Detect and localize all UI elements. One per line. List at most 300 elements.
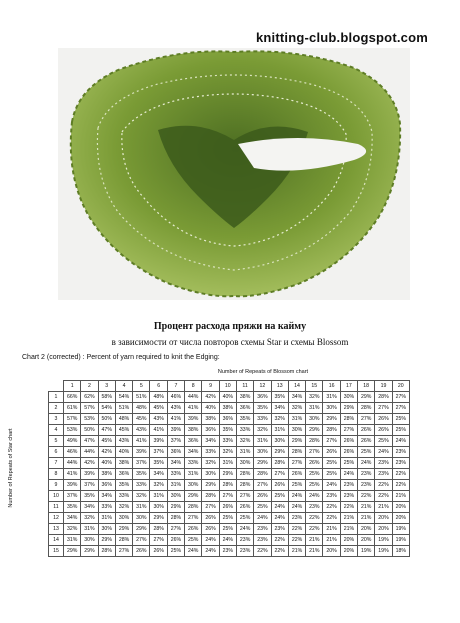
shawl-photo	[58, 48, 410, 300]
table-cell: 25%	[358, 447, 375, 458]
table-cell: 21%	[306, 546, 323, 557]
table-cell: 28%	[271, 458, 288, 469]
table-cell: 25%	[323, 469, 340, 480]
table-cell: 26%	[340, 447, 357, 458]
table-cell: 44%	[81, 447, 98, 458]
table-cell: 20%	[340, 535, 357, 546]
table-cell: 26%	[358, 436, 375, 447]
table-cell: 29%	[115, 524, 132, 535]
table-row	[49, 425, 410, 436]
table-cell: 27%	[219, 491, 236, 502]
table-cell: 26%	[271, 480, 288, 491]
column-header: 7	[167, 381, 184, 392]
row-header: 13	[49, 524, 64, 535]
table-cell: 27%	[115, 546, 132, 557]
chart-caption: Chart 2 (corrected) : Percent of yarn required to knit the Edging:	[22, 354, 220, 361]
table-cell: 47%	[81, 436, 98, 447]
header-row	[49, 381, 410, 392]
table-cell: 29%	[306, 425, 323, 436]
table-cell: 22%	[288, 535, 305, 546]
table-cell: 23%	[340, 480, 357, 491]
table-cell: 27%	[288, 458, 305, 469]
table-row	[49, 436, 410, 447]
row-header: 12	[49, 513, 64, 524]
table-cell: 30%	[271, 436, 288, 447]
row-header: 2	[49, 403, 64, 414]
table-cell: 26%	[306, 458, 323, 469]
table-cell: 35%	[133, 469, 150, 480]
table-cell: 37%	[167, 436, 184, 447]
table-cell: 43%	[133, 425, 150, 436]
table-cell: 24%	[202, 535, 219, 546]
table-cell: 24%	[288, 502, 305, 513]
table-cell: 26%	[323, 447, 340, 458]
table-cell: 34%	[167, 458, 184, 469]
column-header: 19	[375, 381, 392, 392]
table-cell: 21%	[340, 524, 357, 535]
table-row	[49, 546, 410, 557]
table-cell: 28%	[115, 535, 132, 546]
table-cell: 31%	[219, 458, 236, 469]
table-cell: 57%	[81, 403, 98, 414]
table-row	[49, 403, 410, 414]
table-cell: 28%	[358, 403, 375, 414]
table-cell: 43%	[115, 436, 132, 447]
table-cell: 47%	[98, 425, 115, 436]
table-cell: 36%	[185, 436, 202, 447]
table-cell: 26%	[340, 436, 357, 447]
table-cell: 38%	[98, 469, 115, 480]
table-cell: 24%	[358, 458, 375, 469]
page-heading: Процент расхода пряжи на кайму	[153, 321, 307, 332]
column-header: 3	[98, 381, 115, 392]
table-cell: 34%	[81, 502, 98, 513]
table-cell: 28%	[323, 425, 340, 436]
table-cell: 29%	[81, 546, 98, 557]
table-cell: 25%	[219, 524, 236, 535]
column-header: 11	[236, 381, 253, 392]
table-cell: 30%	[340, 392, 357, 403]
column-axis-label: Number of Repeats of Blossom chart	[217, 369, 309, 375]
table-cell: 26%	[133, 546, 150, 557]
table-cell: 32%	[288, 403, 305, 414]
column-header: 13	[271, 381, 288, 392]
table-cell: 34%	[64, 513, 81, 524]
row-header: 5	[49, 436, 64, 447]
table-cell: 51%	[133, 392, 150, 403]
table-cell: 25%	[306, 469, 323, 480]
table-row	[49, 447, 410, 458]
table-cell: 23%	[340, 491, 357, 502]
table-cell: 28%	[185, 502, 202, 513]
table-cell: 35%	[115, 480, 132, 491]
table-cell: 29%	[271, 447, 288, 458]
table-cell: 31%	[98, 513, 115, 524]
table-cell: 24%	[185, 546, 202, 557]
table-cell: 66%	[64, 392, 81, 403]
table-cell: 27%	[133, 535, 150, 546]
table-cell: 31%	[167, 480, 184, 491]
table-cell: 39%	[64, 480, 81, 491]
table-cell: 33%	[185, 458, 202, 469]
table-cell: 35%	[150, 458, 167, 469]
table-cell: 50%	[98, 414, 115, 425]
table-row	[49, 524, 410, 535]
column-header: 2	[81, 381, 98, 392]
table-cell: 48%	[133, 403, 150, 414]
table-cell: 24%	[254, 513, 271, 524]
table-cell: 22%	[288, 524, 305, 535]
table-cell: 31%	[254, 436, 271, 447]
table-cell: 27%	[306, 447, 323, 458]
table-cell: 39%	[133, 447, 150, 458]
row-axis-label: Number of Repeats of Star chart	[8, 428, 14, 508]
table-cell: 29%	[254, 458, 271, 469]
table-cell: 22%	[271, 546, 288, 557]
column-header: 20	[392, 381, 409, 392]
table-cell: 20%	[375, 513, 392, 524]
table-cell: 35%	[236, 414, 253, 425]
table-cell: 38%	[219, 403, 236, 414]
table-cell: 20%	[340, 546, 357, 557]
table-cell: 40%	[98, 458, 115, 469]
corner-cell	[49, 381, 64, 392]
table-cell: 27%	[185, 513, 202, 524]
table-cell: 31%	[271, 425, 288, 436]
table-row	[49, 513, 410, 524]
table-cell: 30%	[81, 535, 98, 546]
table-cell: 30%	[115, 513, 132, 524]
table-cell: 30%	[288, 425, 305, 436]
table-cell: 25%	[323, 458, 340, 469]
table-cell: 25%	[271, 491, 288, 502]
table-cell: 27%	[340, 425, 357, 436]
table-cell: 38%	[185, 425, 202, 436]
table-cell: 28%	[375, 392, 392, 403]
table-cell: 29%	[150, 513, 167, 524]
column-header: 14	[288, 381, 305, 392]
table-cell: 27%	[202, 502, 219, 513]
table-cell: 32%	[64, 524, 81, 535]
table-cell: 31%	[133, 502, 150, 513]
table-cell: 30%	[306, 414, 323, 425]
site-title: knitting-club.blogspot.com	[255, 30, 428, 45]
table-cell: 21%	[358, 502, 375, 513]
table-cell: 38%	[115, 458, 132, 469]
table-cell: 29%	[98, 535, 115, 546]
table-cell: 30%	[185, 480, 202, 491]
table-row	[49, 392, 410, 403]
table-cell: 45%	[98, 436, 115, 447]
table-cell: 25%	[375, 436, 392, 447]
table-cell: 22%	[375, 480, 392, 491]
table-cell: 22%	[306, 513, 323, 524]
table-cell: 27%	[323, 436, 340, 447]
table-cell: 44%	[64, 458, 81, 469]
table-cell: 43%	[150, 414, 167, 425]
table-cell: 31%	[64, 535, 81, 546]
column-header: 16	[323, 381, 340, 392]
table-cell: 32%	[219, 447, 236, 458]
table-cell: 36%	[254, 392, 271, 403]
table-cell: 36%	[202, 425, 219, 436]
table-cell: 20%	[392, 502, 409, 513]
table-cell: 30%	[133, 513, 150, 524]
table-cell: 25%	[236, 513, 253, 524]
table-cell: 34%	[288, 392, 305, 403]
table-cell: 28%	[219, 480, 236, 491]
table-cell: 62%	[81, 392, 98, 403]
table-cell: 35%	[81, 491, 98, 502]
table-cell: 27%	[236, 491, 253, 502]
table-cell: 23%	[254, 535, 271, 546]
table-cell: 41%	[133, 436, 150, 447]
table-cell: 23%	[271, 524, 288, 535]
table-cell: 21%	[358, 513, 375, 524]
table-cell: 29%	[340, 403, 357, 414]
table-cell: 39%	[167, 425, 184, 436]
row-header: 15	[49, 546, 64, 557]
table-cell: 19%	[358, 546, 375, 557]
table-cell: 29%	[167, 502, 184, 513]
table-cell: 36%	[98, 480, 115, 491]
row-header: 7	[49, 458, 64, 469]
table-cell: 27%	[358, 414, 375, 425]
table-cell: 35%	[254, 403, 271, 414]
table-cell: 28%	[340, 414, 357, 425]
table-cell: 41%	[185, 403, 202, 414]
table-cell: 19%	[375, 546, 392, 557]
table-cell: 29%	[133, 524, 150, 535]
column-header: 8	[185, 381, 202, 392]
table-cell: 48%	[150, 392, 167, 403]
table-cell: 33%	[202, 447, 219, 458]
table-cell: 58%	[98, 392, 115, 403]
table-cell: 21%	[323, 535, 340, 546]
table-cell: 22%	[306, 524, 323, 535]
table-cell: 20%	[323, 546, 340, 557]
column-header: 4	[115, 381, 132, 392]
table-cell: 32%	[254, 425, 271, 436]
table-cell: 25%	[392, 414, 409, 425]
table-cell: 30%	[323, 403, 340, 414]
table-cell: 50%	[81, 425, 98, 436]
table-cell: 40%	[219, 392, 236, 403]
table-cell: 25%	[392, 425, 409, 436]
table-cell: 22%	[323, 502, 340, 513]
table-cell: 26%	[167, 535, 184, 546]
table-cell: 43%	[167, 403, 184, 414]
table-cell: 41%	[64, 469, 81, 480]
table-cell: 36%	[219, 414, 236, 425]
table-cell: 28%	[150, 524, 167, 535]
table-cell: 28%	[236, 480, 253, 491]
table-cell: 54%	[115, 392, 132, 403]
table-cell: 26%	[150, 546, 167, 557]
row-header: 1	[49, 392, 64, 403]
table-cell: 24%	[392, 436, 409, 447]
table-cell: 22%	[358, 491, 375, 502]
yarn-percent-table	[48, 380, 410, 557]
table-cell: 38%	[236, 392, 253, 403]
row-header: 3	[49, 414, 64, 425]
table-cell: 34%	[150, 469, 167, 480]
table-cell: 32%	[236, 436, 253, 447]
table-cell: 21%	[392, 491, 409, 502]
table-cell: 42%	[81, 458, 98, 469]
column-header: 12	[254, 381, 271, 392]
table-cell: 23%	[375, 458, 392, 469]
table-cell: 37%	[133, 458, 150, 469]
table-cell: 26%	[236, 502, 253, 513]
table-cell: 29%	[64, 546, 81, 557]
table-cell: 33%	[98, 502, 115, 513]
table-cell: 33%	[219, 436, 236, 447]
table-cell: 45%	[115, 425, 132, 436]
table-cell: 20%	[358, 535, 375, 546]
column-header: 5	[133, 381, 150, 392]
table-cell: 27%	[167, 524, 184, 535]
page-subheading: в зависимости от числа повторов схемы Star и схемы Blossom	[111, 337, 349, 347]
table-cell: 29%	[288, 436, 305, 447]
table-cell: 35%	[271, 392, 288, 403]
table-cell: 45%	[133, 414, 150, 425]
table-cell: 22%	[323, 513, 340, 524]
table-cell: 21%	[288, 546, 305, 557]
table-cell: 49%	[64, 436, 81, 447]
table-cell: 51%	[115, 403, 132, 414]
table-cell: 27%	[254, 480, 271, 491]
table-cell: 24%	[340, 469, 357, 480]
table-cell: 23%	[288, 513, 305, 524]
table-cell: 22%	[254, 546, 271, 557]
table-cell: 29%	[219, 469, 236, 480]
table-cell: 20%	[358, 524, 375, 535]
table-cell: 28%	[288, 447, 305, 458]
table-row	[49, 535, 410, 546]
row-header: 4	[49, 425, 64, 436]
table-cell: 57%	[64, 414, 81, 425]
table-row	[49, 491, 410, 502]
table-cell: 42%	[98, 447, 115, 458]
table-cell: 26%	[375, 414, 392, 425]
table-cell: 24%	[202, 546, 219, 557]
table-cell: 36%	[115, 469, 132, 480]
table-cell: 24%	[375, 447, 392, 458]
table-cell: 29%	[202, 480, 219, 491]
table-cell: 37%	[150, 447, 167, 458]
table-cell: 36%	[167, 447, 184, 458]
table-cell: 23%	[306, 502, 323, 513]
table-cell: 24%	[306, 491, 323, 502]
table-cell: 28%	[98, 546, 115, 557]
table-cell: 32%	[81, 513, 98, 524]
table-cell: 27%	[375, 403, 392, 414]
table-cell: 29%	[323, 414, 340, 425]
table-cell: 26%	[202, 524, 219, 535]
table-cell: 26%	[202, 513, 219, 524]
column-header: 9	[202, 381, 219, 392]
table-cell: 41%	[167, 414, 184, 425]
table-cell: 30%	[167, 491, 184, 502]
table-cell: 53%	[64, 425, 81, 436]
table-cell: 33%	[115, 491, 132, 502]
table-cell: 24%	[236, 524, 253, 535]
table-cell: 22%	[375, 491, 392, 502]
table-cell: 33%	[167, 469, 184, 480]
table-cell: 19%	[392, 524, 409, 535]
row-header: 14	[49, 535, 64, 546]
table-cell: 27%	[150, 535, 167, 546]
table-cell: 32%	[202, 458, 219, 469]
table-cell: 25%	[185, 535, 202, 546]
table-cell: 22%	[392, 480, 409, 491]
table-cell: 21%	[375, 502, 392, 513]
table-cell: 39%	[81, 469, 98, 480]
column-header: 1	[64, 381, 81, 392]
table-cell: 30%	[254, 447, 271, 458]
table-cell: 23%	[392, 458, 409, 469]
table-cell: 23%	[254, 524, 271, 535]
table-cell: 33%	[133, 480, 150, 491]
table-cell: 25%	[288, 480, 305, 491]
table-cell: 26%	[358, 425, 375, 436]
table-row	[49, 414, 410, 425]
table-cell: 33%	[254, 414, 271, 425]
table-cell: 45%	[150, 403, 167, 414]
table-cell: 35%	[219, 425, 236, 436]
table-cell: 32%	[133, 491, 150, 502]
row-header: 6	[49, 447, 64, 458]
table-cell: 28%	[254, 469, 271, 480]
row-header: 8	[49, 469, 64, 480]
table-cell: 26%	[219, 502, 236, 513]
table-cell: 48%	[115, 414, 132, 425]
table-row	[49, 469, 410, 480]
table-cell: 25%	[306, 480, 323, 491]
row-header: 11	[49, 502, 64, 513]
table-cell: 34%	[185, 447, 202, 458]
column-header: 15	[306, 381, 323, 392]
table-cell: 31%	[185, 469, 202, 480]
table-cell: 32%	[306, 392, 323, 403]
table-cell: 31%	[150, 491, 167, 502]
table-cell: 26%	[185, 524, 202, 535]
table-cell: 22%	[340, 502, 357, 513]
table-cell: 37%	[81, 480, 98, 491]
table-cell: 31%	[236, 447, 253, 458]
table-cell: 39%	[150, 436, 167, 447]
table-cell: 27%	[271, 469, 288, 480]
table-cell: 29%	[185, 491, 202, 502]
table-cell: 22%	[392, 469, 409, 480]
table-cell: 24%	[323, 480, 340, 491]
table-cell: 21%	[323, 524, 340, 535]
table-cell: 31%	[323, 392, 340, 403]
table-cell: 29%	[358, 392, 375, 403]
table-cell: 26%	[254, 491, 271, 502]
table-cell: 46%	[64, 447, 81, 458]
table-cell: 36%	[236, 403, 253, 414]
table-cell: 38%	[202, 414, 219, 425]
table-cell: 21%	[340, 513, 357, 524]
table-cell: 39%	[185, 414, 202, 425]
table-cell: 33%	[236, 425, 253, 436]
table-cell: 37%	[64, 491, 81, 502]
table-cell: 23%	[375, 469, 392, 480]
table-cell: 32%	[271, 414, 288, 425]
table-cell: 27%	[392, 392, 409, 403]
